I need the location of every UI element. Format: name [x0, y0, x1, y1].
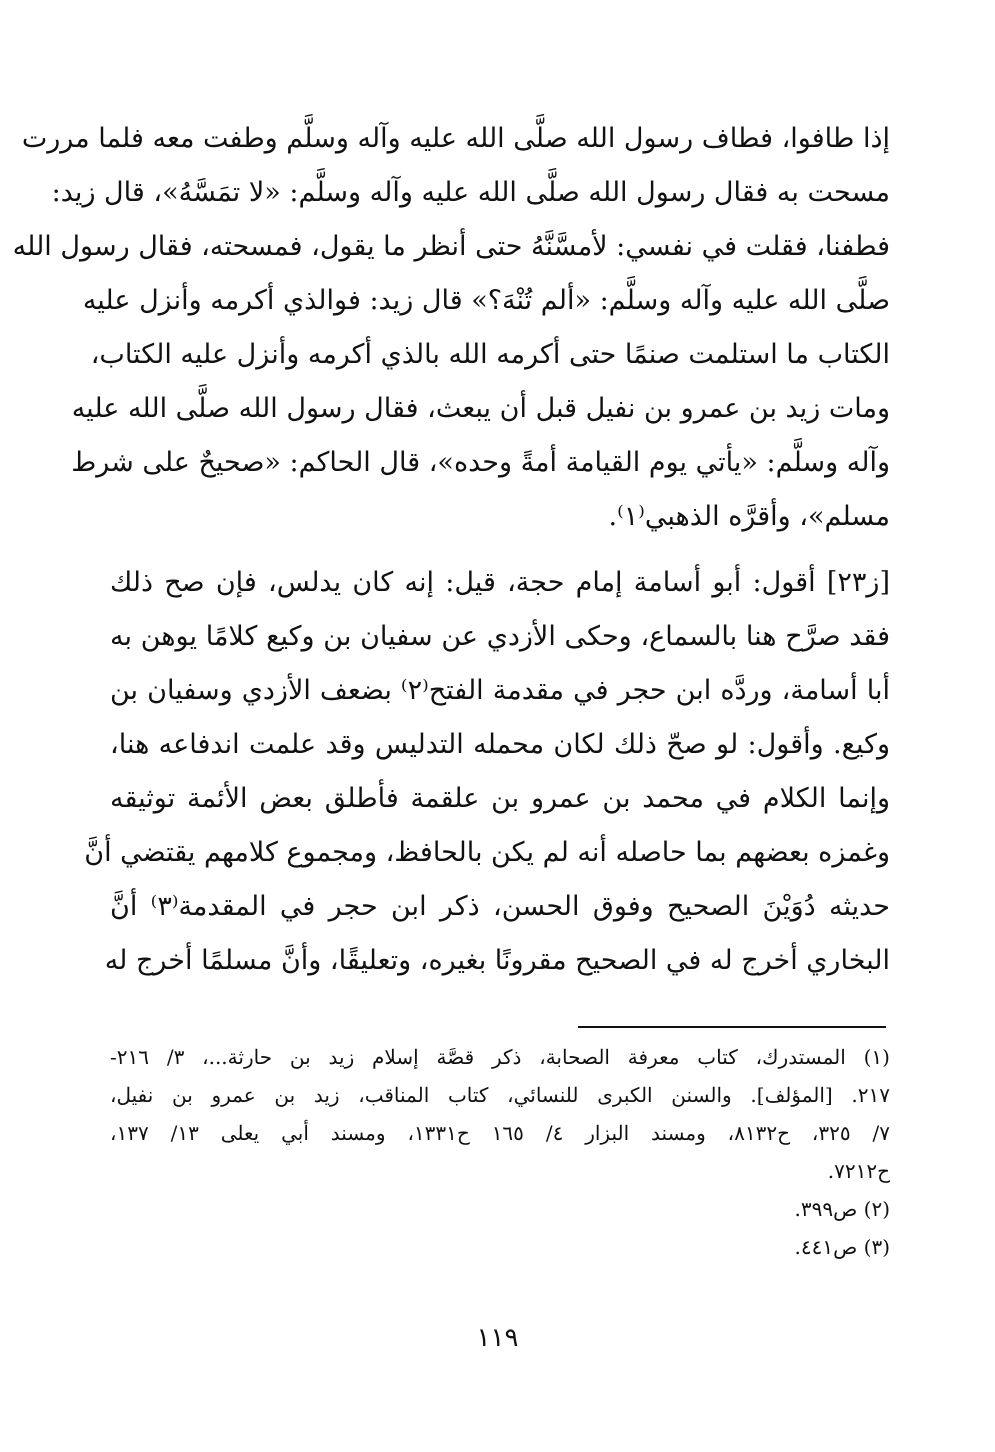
page-number: ١١٩: [476, 1323, 519, 1353]
text-line: فطفنا، فقلت في نفسي: لأمسَّنَّهُ حتى أنظر ما يقول، فمسحته، فقال رسول الله: [12, 231, 890, 262]
text-line: وكيع. وأقول: لو صحّ ذلك لكان محمله التدليس وقد علمت اندفاعه هنا،: [110, 729, 890, 760]
main-text: [12, 112, 891, 988]
paragraph: [84, 556, 891, 988]
text-line: مسلم»، وأقرَّه الذهبي⁽١⁾.: [608, 501, 890, 532]
text-line: فقد صرَّح هنا بالسماع، وحكى الأزدي عن سفيان بن وكيع كلامًا يوهن به: [110, 621, 890, 652]
text-line: وغمزه بعضهم بما حاصله أنه لم يكن بالحافظ، ومجموع كلامهم يقتضي أنَّ: [84, 837, 890, 868]
text-line: إذا طافوا، فطاف رسول الله صلَّى الله عليه وآله وسلَّم وطفت معه فلما مررت: [21, 123, 890, 154]
text-line: أبا أسامة، وردَّه ابن حجر في مقدمة الفتح⁽٢⁾ بضعف الأزدي وسفيان بن: [110, 675, 890, 706]
footnote-line: (١) المستدرك، كتاب معرفة الصحابة، ذكر قصَّة إسلام زيد بن حارثة...، ٣/ ٢١٦-: [110, 1045, 890, 1069]
text-line: وآله وسلَّم: «يأتي يوم القيامة أمةً وحده»، قال الحاكم: «صحيحٌ على شرط: [71, 447, 890, 478]
paragraph: [12, 112, 890, 544]
text-line: البخاري أخرج له في الصحيح مقرونًا بغيره، وتعليقًا، وأنَّ مسلمًا أخرج له: [104, 945, 890, 976]
footnote-line: (٣) ص٤٤١.: [794, 1235, 890, 1259]
text-line: وإنما الكلام في محمد بن عمرو بن علقمة فأطلق بعض الأئمة توثيقه: [110, 783, 890, 814]
text-line: مسحت به فقال رسول الله صلَّى الله عليه وآله وسلَّم: «لا تمَسَّهُ»، قال زيد:: [51, 177, 890, 208]
text-line: الكتاب ما استلمت صنمًا حتى أكرمه الله بالذي أكرمه وأنزل عليه الكتاب،: [90, 339, 890, 370]
text-line: [ز٢٣] أقول: أبو أسامة إمام حجة، قيل: إنه كان يدلس، فإن صح ذلك: [110, 567, 890, 598]
footnote-separator: [578, 1026, 886, 1028]
footnote-line: ٢١٧. [المؤلف]. والسنن الكبرى للنسائي، كتاب المناقب، زيد بن عمرو بن نفيل،: [110, 1083, 890, 1107]
footnote-line: (٢) ص٣٩٩.: [794, 1197, 890, 1221]
text-line: ومات زيد بن عمرو بن نفيل قبل أن يبعث، فقال رسول الله صلَّى الله عليه: [71, 393, 890, 424]
text-line: صلَّى الله عليه وآله وسلَّم: «ألم تُنْهَ؟» قال زيد: فوالذي أكرمه وأنزل عليه: [82, 285, 890, 316]
text-line: حديثه دُوَيْنَ الصحيح وفوق الحسن، ذكر ابن حجر في المقدمة⁽٣⁾ أنَّ: [110, 891, 891, 922]
footnote-line: ح٧٢١٢.: [827, 1159, 890, 1183]
paragraph-gap: [110, 544, 890, 556]
footnotes: [110, 1038, 890, 1266]
footnote-line: ٧/ ٣٢٥، ح٨١٣٢، ومسند البزار ٤/ ١٦٥ ح١٣٣١، ومسند أبي يعلى ١٣/ ١٣٧،: [110, 1121, 890, 1145]
